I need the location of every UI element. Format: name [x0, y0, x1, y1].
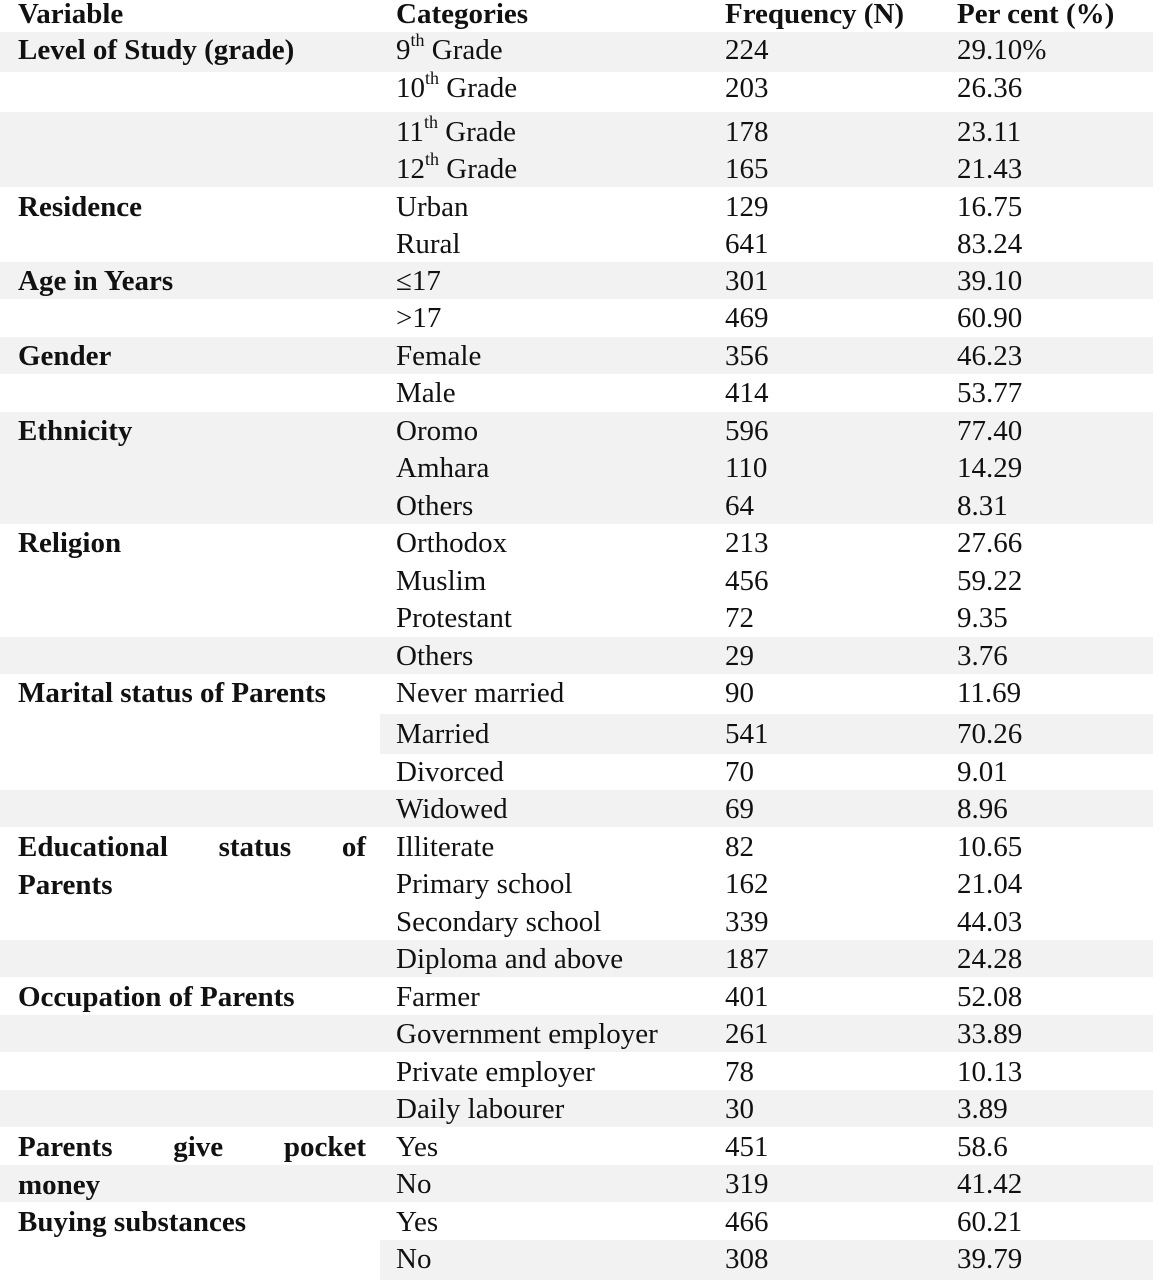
variable-label: Buying substances [18, 1206, 247, 1238]
variable-label: Gender [18, 340, 112, 372]
percent-cell: 39.10 [957, 265, 1023, 297]
percent-cell: 16.75 [957, 191, 1023, 223]
frequency-cell: 64 [725, 490, 754, 522]
frequency-cell: 69 [725, 793, 754, 825]
frequency-cell: 308 [725, 1243, 769, 1275]
frequency-cell: 466 [725, 1206, 769, 1238]
category-cell: Yes [396, 1131, 439, 1163]
category-cell: Muslim [396, 565, 487, 597]
category-cell: ≤17 [396, 265, 441, 297]
ordinal-suffix: th [425, 149, 440, 170]
category-cell: >17 [396, 302, 442, 334]
percent-cell: 52.08 [957, 981, 1023, 1013]
grade-word: Grade [439, 72, 518, 104]
category-cell: Urban [396, 191, 469, 223]
percent-cell: 21.04 [957, 868, 1023, 900]
grade-word: Grade [424, 34, 503, 66]
category-cell: Private employer [396, 1056, 595, 1088]
frequency-cell: 82 [725, 831, 754, 863]
percent-cell: 53.77 [957, 377, 1023, 409]
grade-number: 10 [396, 72, 425, 104]
category-cell: Rural [396, 228, 461, 260]
percent-cell: 29.10% [957, 34, 1047, 66]
variable-label: Ethnicity [18, 415, 133, 447]
variable-label: Marital status of Parents [18, 677, 326, 709]
percent-cell: 59.22 [957, 565, 1023, 597]
category-cell: Yes [396, 1206, 439, 1238]
category-cell: Illiterate [396, 831, 495, 863]
category-cell: Farmer [396, 981, 480, 1013]
percent-cell: 11.69 [957, 677, 1022, 709]
category-cell: No [396, 1168, 432, 1200]
percent-cell: 24.28 [957, 943, 1023, 975]
frequency-cell: 70 [725, 756, 754, 788]
frequency-cell: 641 [725, 228, 769, 260]
frequency-cell: 90 [725, 677, 754, 709]
category-cell: Male [396, 377, 456, 409]
frequency-cell: 339 [725, 906, 769, 938]
header-frequency: Frequency (N) [725, 0, 905, 30]
category-cell [396, 30, 503, 66]
frequency-cell: 401 [725, 981, 769, 1013]
percent-cell: 41.42 [957, 1168, 1023, 1200]
ordinal-suffix: th [410, 30, 425, 51]
category-cell: Divorced [396, 756, 504, 788]
category-cell: Female [396, 340, 482, 372]
variable-label: Occupation of Parents [18, 981, 295, 1013]
frequency-cell: 110 [725, 452, 768, 484]
frequency-cell: 319 [725, 1168, 769, 1200]
category-cell: Others [396, 640, 474, 672]
grade-word: Grade [437, 116, 517, 148]
category-cell: Secondary school [396, 906, 602, 938]
variable-label-line2: money [18, 1169, 101, 1201]
frequency-cell: 541 [725, 718, 769, 750]
percent-cell: 3.89 [957, 1093, 1008, 1125]
category-cell [396, 149, 518, 185]
percent-cell: 77.40 [957, 415, 1023, 447]
frequency-cell: 178 [725, 116, 769, 148]
frequency-cell: 30 [725, 1093, 754, 1125]
frequency-cell: 469 [725, 302, 769, 334]
frequency-cell: 72 [725, 602, 754, 634]
percent-cell: 83.24 [957, 228, 1023, 260]
frequency-cell: 78 [725, 1056, 754, 1088]
grade-number: 11 [396, 116, 424, 148]
variable-word: pocket [283, 1131, 366, 1163]
variable-label-line1 [18, 831, 366, 863]
frequency-cell: 29 [725, 640, 754, 672]
frequency-cell: 213 [725, 527, 769, 559]
percent-cell: 70.26 [957, 718, 1023, 750]
percent-cell: 10.65 [957, 831, 1023, 863]
frequency-cell: 129 [725, 191, 769, 223]
category-cell: Amhara [396, 452, 490, 484]
percent-cell: 9.35 [957, 602, 1008, 634]
percent-cell: 14.29 [957, 452, 1023, 484]
variable-label: Level of Study (grade) [18, 34, 295, 66]
variable-label-line1 [18, 1131, 366, 1163]
variable-word: Parents [18, 1131, 113, 1163]
frequency-cell: 301 [725, 265, 769, 297]
category-cell: Others [396, 490, 474, 522]
grade-number: 12 [396, 153, 425, 185]
percent-cell: 8.96 [957, 793, 1008, 825]
percent-cell: 27.66 [957, 527, 1023, 559]
percent-cell: 39.79 [957, 1243, 1023, 1275]
frequency-cell: 414 [725, 377, 769, 409]
frequency-cell: 356 [725, 340, 769, 372]
frequency-cell: 596 [725, 415, 769, 447]
header-categories: Categories [396, 0, 529, 30]
variable-label: Religion [18, 527, 122, 559]
grade-number: 9 [396, 34, 411, 66]
frequency-cell: 165 [725, 153, 769, 185]
ordinal-suffix: th [423, 112, 438, 133]
percent-cell: 33.89 [957, 1018, 1023, 1050]
category-cell: Oromo [396, 415, 479, 447]
category-cell: Daily labourer [396, 1093, 565, 1125]
percent-cell: 46.23 [957, 340, 1023, 372]
category-cell: No [396, 1243, 432, 1275]
percent-cell: 9.01 [957, 756, 1008, 788]
variable-word: Educational [18, 831, 168, 863]
category-cell: Never married [396, 677, 565, 709]
percent-cell: 23.11 [957, 116, 1022, 148]
category-cell [396, 68, 518, 104]
header-variable: Variable [18, 0, 124, 30]
category-cell: Government employer [396, 1018, 658, 1050]
frequency-cell: 162 [725, 868, 769, 900]
variable-label: Age in Years [18, 265, 174, 297]
category-cell: Widowed [396, 793, 508, 825]
grade-word: Grade [439, 153, 518, 185]
variable-label: Residence [18, 191, 143, 223]
header-row [0, 0, 1153, 32]
category-cell: Orthodox [396, 527, 508, 559]
frequency-cell: 203 [725, 72, 769, 104]
percent-cell: 44.03 [957, 906, 1023, 938]
frequency-cell: 187 [725, 943, 769, 975]
category-cell [396, 112, 517, 148]
variable-word: of [341, 831, 366, 863]
variable-word: status [218, 831, 292, 863]
percent-cell: 60.21 [957, 1206, 1023, 1238]
frequency-cell: 261 [725, 1018, 769, 1050]
frequency-cell: 456 [725, 565, 769, 597]
category-cell: Primary school [396, 868, 573, 900]
frequency-cell: 451 [725, 1131, 769, 1163]
percent-cell: 21.43 [957, 153, 1023, 185]
ordinal-suffix: th [425, 68, 440, 89]
percent-cell: 26.36 [957, 72, 1023, 104]
category-cell: Diploma and above [396, 943, 624, 975]
header-percent: Per cent (%) [957, 0, 1115, 30]
percent-cell: 3.76 [957, 640, 1008, 672]
percent-cell: 10.13 [957, 1056, 1023, 1088]
percent-cell: 60.90 [957, 302, 1023, 334]
percent-cell: 8.31 [957, 490, 1008, 522]
percent-cell: 58.6 [957, 1131, 1008, 1163]
frequency-cell: 224 [725, 34, 769, 66]
category-cell: Married [396, 718, 490, 750]
category-cell: Protestant [396, 602, 512, 634]
variable-label-line2: Parents [18, 869, 113, 901]
variable-word: give [173, 1131, 224, 1163]
